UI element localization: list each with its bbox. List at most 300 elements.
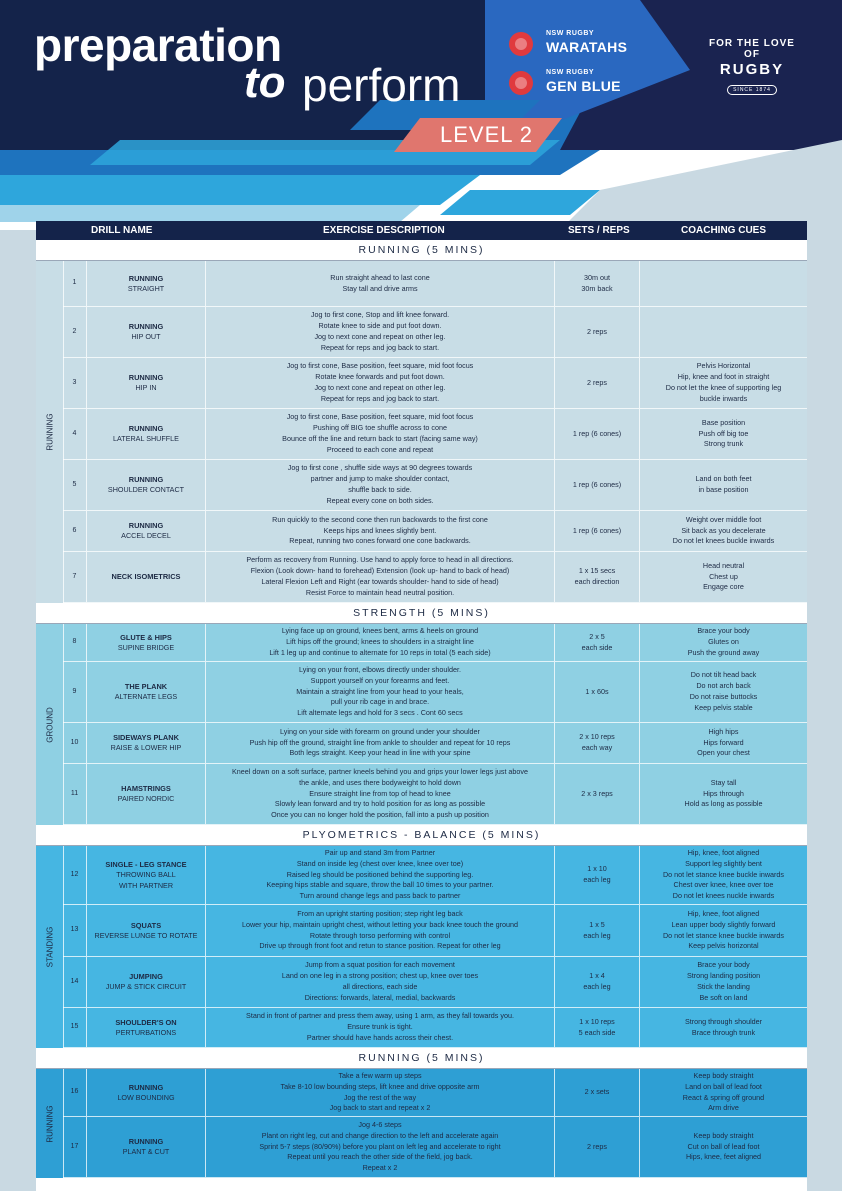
table-row <box>63 1117 807 1178</box>
description-line: the ankle, and uses there bodyweight to hold down <box>299 777 461 787</box>
exercise-description <box>206 307 555 357</box>
drill-number-text: 1 <box>72 279 77 287</box>
exercise-description <box>206 460 555 510</box>
description-line: Land on one leg in a strong position; chest up, knee over toes <box>281 971 479 981</box>
table-sections <box>36 240 807 1178</box>
title-preparation: preparation <box>34 19 282 71</box>
sets-reps-line: each leg <box>583 982 611 991</box>
header-coaching-cues: COACHING CUES <box>681 225 767 236</box>
coaching-cues <box>640 624 807 661</box>
description-line: Run straight ahead to last cone <box>330 272 430 282</box>
coaching-cue-line: Be soft on land <box>699 992 748 1002</box>
group-label <box>36 624 64 825</box>
coaching-cue-line: Lean upper body slightly forward <box>671 919 776 929</box>
drill-name-subtitle: ACCEL DECEL <box>121 531 171 541</box>
description-line: Jog to first cone, Base position, feet square, mid foot focus <box>286 361 474 371</box>
description-line: Kneel down on a soft surface, partner kneels behind you and grips your lower legs just above <box>231 767 529 776</box>
sets-reps <box>555 1117 640 1177</box>
description-line: Lift hips off the ground; knees to shoulders in a straight line <box>286 637 474 647</box>
table-row <box>63 662 807 723</box>
drill-name-title: RUNNING <box>128 521 164 531</box>
coaching-cue-line: Do not tilt head back <box>690 670 757 680</box>
title-to: to <box>244 58 286 107</box>
coaching-cue-line: Sit back as you decelerate <box>681 525 766 535</box>
description-line: Jog back to start and repeat x 2 <box>329 1103 431 1113</box>
drill-number <box>63 723 87 763</box>
drill-name <box>87 358 206 408</box>
coaching-cues <box>640 1008 807 1047</box>
sets-reps <box>555 409 640 459</box>
description-line: Jog to first cone, Stop and lift knee forward. <box>310 310 450 320</box>
drill-name-subtitle: PLANT & CUT <box>122 1147 170 1157</box>
description-line: Keeps hips and knees slightly bent. <box>323 525 437 535</box>
sets-reps-line: 1 rep (6 cones) <box>572 428 622 438</box>
description-line: Sprint 5-7 steps (80/90%) before you plant on left leg and accelerate to right <box>259 1141 501 1151</box>
drill-number <box>63 552 87 602</box>
drill-number <box>63 957 87 1007</box>
drill-name <box>87 957 206 1007</box>
coaching-cue-line: Cut on ball of lead foot <box>687 1141 760 1151</box>
exercise-description <box>206 358 555 408</box>
exercise-description <box>206 846 555 904</box>
sets-reps <box>555 307 640 357</box>
section-group <box>36 1069 807 1178</box>
table-row <box>63 1008 807 1048</box>
sets-reps-line: 1 x 5 <box>589 919 605 929</box>
table-row <box>63 624 807 662</box>
drill-name <box>87 261 206 306</box>
drill-name-title: SHOULDER'S ON <box>115 1017 177 1027</box>
coaching-cue-line: Land on ball of lead foot <box>685 1081 762 1091</box>
drill-name <box>87 460 206 510</box>
drill-name <box>87 511 206 551</box>
section-title: RUNNING (5 MINS) <box>36 240 807 261</box>
description-line: Lying face up on ground, knees bent, arms & heels on ground <box>281 626 479 636</box>
section-group <box>36 261 807 603</box>
drill-name <box>87 307 206 357</box>
table-row <box>63 307 807 358</box>
sets-reps-line: 1 x 60s <box>585 686 609 696</box>
section-group <box>36 624 807 825</box>
coaching-cue-line: Head neutral <box>702 560 745 570</box>
description-line: Maintain a straight line from your head to your heals, <box>296 686 464 696</box>
exercise-description <box>206 1008 555 1047</box>
right-margin-band <box>807 230 842 1191</box>
table-row <box>63 764 807 825</box>
description-line: Repeat until you reach the other side of the field, jog back. <box>287 1152 473 1162</box>
coaching-cues <box>640 1117 807 1177</box>
description-line: Partner should have hands across their chest. <box>306 1032 454 1042</box>
description-line: From an upright starting position; step right leg back <box>297 908 463 918</box>
coaching-cue-line: Strong through shoulder <box>684 1016 763 1026</box>
exercise-description <box>206 723 555 763</box>
description-line: Jog the rest of the way <box>343 1092 417 1102</box>
drill-number-text: 9 <box>72 687 77 695</box>
description-line: Jog to next cone and repeat on other leg. <box>314 383 446 392</box>
coaching-cue-line: High hips <box>708 726 739 736</box>
drill-name <box>87 905 206 956</box>
exercise-description <box>206 624 555 661</box>
drill-name <box>87 1069 206 1116</box>
coaching-cue-line: Engage core <box>703 582 744 592</box>
description-line: Drive up through front foot and retun to stance position. Repeat for other leg <box>259 941 501 951</box>
coaching-cue-line: Land on both feet <box>695 474 752 484</box>
gen-blue-big-text: GEN BLUE <box>546 78 621 94</box>
drill-number-text: 6 <box>72 526 77 534</box>
coaching-cue-line: Do not let stance knee buckle inwards <box>662 869 785 879</box>
description-line: Lateral Flexion Left and Right (ear towards shoulder- hand to side of head) <box>261 577 499 586</box>
sets-reps-line: each direction <box>574 577 620 586</box>
description-line: Perform as recovery from Running. Use hand to apply force to head in all directions. <box>246 555 514 565</box>
coaching-cue-line: Glutes on <box>708 637 739 647</box>
drill-number <box>63 764 87 824</box>
group-label <box>36 261 64 603</box>
section-title: PLYOMETRICS - BALANCE (5 MINS) <box>36 825 807 846</box>
coaching-cue-line: Chest over knee, knee over toe <box>673 880 774 890</box>
drill-number <box>63 358 87 408</box>
sets-reps-line: 2 x sets <box>584 1087 610 1097</box>
waratahs-small-text: NSW RUGBY <box>546 30 595 37</box>
coaching-cues <box>640 307 807 357</box>
coaching-cue-line: Do not arch back <box>696 681 751 691</box>
coaching-cue-line: Hips forward <box>703 737 744 747</box>
drill-name-title: SQUATS <box>130 920 162 930</box>
table-row <box>63 846 807 905</box>
drill-name-subtitle: PAIRED NORDIC <box>117 794 175 804</box>
group-label-text: STANDING <box>45 926 54 968</box>
drill-name <box>87 1117 206 1177</box>
description-line: Slowly lean forward and try to hold position for as long as possible <box>274 799 486 809</box>
drill-name <box>87 1008 206 1047</box>
drill-name-title: JUMPING <box>129 972 163 982</box>
coaching-cue-line: Open your chest <box>697 748 750 758</box>
table-row <box>63 358 807 409</box>
sets-reps-line: each leg <box>583 875 611 884</box>
coaching-cue-line: Hips, knee, feet aligned <box>685 1152 762 1162</box>
drill-number <box>63 261 87 306</box>
coaching-cue-line: in base position <box>698 485 749 494</box>
drill-name-title: RUNNING <box>128 1137 164 1147</box>
drill-number <box>63 511 87 551</box>
description-line: Flexion (Look down- hand to forehead) Extension (look up- hand to back of head) <box>250 566 510 576</box>
drill-name <box>87 624 206 661</box>
section-title: RUNNING (5 MINS) <box>36 1048 807 1069</box>
description-line: Bounce off the line and return back to start (facing same way) <box>282 434 478 443</box>
sets-reps-line: 2 x 5 <box>589 631 605 641</box>
sets-reps <box>555 358 640 408</box>
drill-number-text: 17 <box>70 1142 79 1150</box>
drill-name-subtitle: SUPINE BRIDGE <box>117 642 175 652</box>
coaching-cues <box>640 662 807 722</box>
sets-reps <box>555 1008 640 1047</box>
drill-name-subtitle: SHOULDER CONTACT <box>107 485 185 495</box>
coaching-cue-line: Brace through trunk <box>691 1027 756 1037</box>
table-row <box>63 511 807 552</box>
coaching-cue-line: Strong landing position <box>686 971 761 981</box>
coaching-cue-line: Brace your body <box>697 626 750 636</box>
drill-number-text: 2 <box>72 327 77 335</box>
level-badge: LEVEL 2 <box>440 122 534 147</box>
description-line: Jump from a squat position for each movement <box>305 960 455 970</box>
drill-name-subtitle: LOW BOUNDING <box>117 1092 175 1102</box>
coaching-cue-line: Stay tall <box>710 777 737 787</box>
exercise-description <box>206 511 555 551</box>
coaching-cues <box>640 460 807 510</box>
section-group <box>36 846 807 1048</box>
coaching-cues <box>640 1069 807 1116</box>
drill-number-text: 15 <box>70 1023 79 1031</box>
coaching-cue-line: Pelvis Horizontal <box>696 361 751 371</box>
drill-number <box>63 846 87 904</box>
description-line: Lower your hip, maintain upright chest, without letting your back knee touch the ground <box>241 919 519 929</box>
description-line: Resist Force to maintain head neutral position. <box>305 587 455 597</box>
description-line: Ensure trunk is tight. <box>347 1022 413 1032</box>
sets-reps <box>555 624 640 661</box>
left-margin-band <box>0 230 36 1191</box>
drill-number-text: 7 <box>72 572 77 580</box>
drill-name-subtitle: HIP OUT <box>131 332 161 342</box>
drill-name-title: SIDEWAYS PLANK <box>113 733 179 743</box>
drill-name-subtitle: STRAIGHT <box>127 283 165 293</box>
rugby-logo-line2: RUGBY <box>719 61 785 78</box>
waratah-flower-icon <box>506 69 536 97</box>
drill-name-subtitle: PERTURBATIONS <box>115 1027 177 1037</box>
waratahs-big-text: WARATAHS <box>546 39 628 55</box>
sets-reps-line: 1 rep (6 cones) <box>572 525 622 535</box>
coaching-cues <box>640 261 807 306</box>
coaching-cues <box>640 846 807 904</box>
table-row <box>63 905 807 957</box>
table-row <box>63 957 807 1008</box>
description-line: Repeat, running two cones forward one cone backwards. <box>289 536 471 546</box>
description-line: Jog to first cone , shuffle side ways at 90 degrees towards <box>287 463 473 473</box>
drill-number-text: 12 <box>70 870 79 878</box>
coaching-cue-line: Hip, knee, foot aligned <box>687 848 760 857</box>
description-line: Stand in front of partner and press them away, using 1 arm, as they fall towards you. <box>246 1011 514 1021</box>
description-line: Pair up and stand 3m from Partner <box>324 848 436 857</box>
title-perform: perform <box>302 59 461 111</box>
sets-reps-line: 1 x 10 <box>587 864 607 874</box>
description-line: Stand on inside leg (chest over knee, knee over toe) <box>296 858 464 868</box>
sets-reps <box>555 1069 640 1116</box>
sets-reps-line: 1 x 10 reps <box>579 1016 615 1026</box>
table-row <box>63 261 807 307</box>
coaching-cue-line: Strong trunk <box>703 439 744 449</box>
exercise-description <box>206 409 555 459</box>
coaching-cue-line: Arm drive <box>708 1103 739 1113</box>
group-label-text: GROUND <box>45 706 54 743</box>
sets-reps-line: 2 reps <box>587 1141 607 1151</box>
sets-reps-line: 2 reps <box>587 377 607 387</box>
coaching-cue-line: Chest up <box>709 571 738 581</box>
group-label-text: RUNNING <box>45 413 54 451</box>
drill-table <box>36 221 807 1178</box>
rugby-logo-line1: FOR THE LOVE OF <box>709 38 795 60</box>
description-line: Plant on right leg, cut and change direction to the left and accelerate again <box>261 1130 499 1140</box>
description-line: Jog to next cone and repeat on other leg. <box>314 332 446 341</box>
gen-blue-small-text: NSW RUGBY <box>546 69 595 76</box>
drill-number <box>63 1117 87 1177</box>
drill-name-title: RUNNING <box>128 424 164 434</box>
drill-name-title: RUNNING <box>128 322 164 332</box>
table-row <box>63 723 807 764</box>
description-line: shuffle back to side. <box>348 485 412 494</box>
drill-name <box>87 409 206 459</box>
description-line: Lying on your front, elbows directly under shoulder. <box>299 665 461 674</box>
coaching-cue-line: Support leg slightly bent <box>685 858 762 868</box>
coaching-cue-line: Hips through <box>703 788 744 798</box>
coaching-cue-line: Do not let the knee of supporting leg <box>665 383 782 392</box>
drill-name-title: RUNNING <box>128 1082 164 1092</box>
sets-reps-line: each way <box>581 743 613 752</box>
sets-reps <box>555 723 640 763</box>
drill-number <box>63 409 87 459</box>
coaching-cue-line: Keep body straight <box>693 1130 754 1140</box>
drill-name-title: NECK ISOMETRICS <box>111 572 181 582</box>
drill-name <box>87 723 206 763</box>
table-row <box>63 1069 807 1117</box>
coaching-cue-line: Keep pelvis horizontal <box>688 941 759 951</box>
description-line: Repeat x 2 <box>362 1163 398 1173</box>
coaching-cue-line: Hip, knee and foot in straight <box>677 372 770 382</box>
description-line: Rotate through torso performing with control <box>309 930 451 940</box>
sets-reps-line: 30m back <box>581 283 613 293</box>
section-title: STRENGTH (5 MINS) <box>36 603 807 624</box>
drill-name-subtitle: REVERSE LUNGE TO ROTATE <box>94 930 198 940</box>
for-the-love-of-rugby-logo <box>700 38 804 96</box>
drill-number <box>63 1069 87 1116</box>
coaching-cues <box>640 957 807 1007</box>
sets-reps-line: each side <box>581 642 613 652</box>
description-line: Both legs straight. Keep your head in line with your spine <box>289 748 471 758</box>
rugby-logo-line3: SINCE 1874 <box>727 85 777 95</box>
description-line: Lift alternate legs and hold for 3 secs . Cont 60 secs <box>297 708 463 718</box>
description-line: pull your rib cage in and brace. <box>330 697 430 707</box>
coaching-cue-line: Hold as long as possible <box>684 799 763 809</box>
coaching-cues <box>640 552 807 602</box>
coaching-cue-line: Brace your body <box>697 960 750 970</box>
drill-number-text: 4 <box>72 429 77 437</box>
coaching-cue-line: Stick the landing <box>697 982 750 991</box>
coaching-cue-line: Hip, knee, foot aligned <box>687 908 760 918</box>
drill-name-subtitle: ALTERNATE LEGS <box>114 692 178 702</box>
drill-name-subtitle: HIP IN <box>135 383 157 393</box>
drill-name-subtitle: JUMP & STICK CIRCUIT <box>105 982 187 992</box>
drill-name-title: HAMSTRINGS <box>121 784 171 794</box>
sets-reps-line: 2 x 3 reps <box>581 788 613 798</box>
exercise-description <box>206 905 555 956</box>
coaching-cues <box>640 511 807 551</box>
table-header <box>36 221 807 240</box>
sets-reps <box>555 662 640 722</box>
drill-name-title: RUNNING <box>128 273 164 283</box>
exercise-description <box>206 662 555 722</box>
drill-number-text: 14 <box>70 977 79 985</box>
description-line: Lying on your side with forearm on ground under your shoulder <box>280 726 480 736</box>
sets-reps-line: 1 x 15 secs <box>578 566 616 576</box>
drill-number-text: 8 <box>72 638 77 646</box>
coaching-cues <box>640 358 807 408</box>
exercise-description <box>206 764 555 824</box>
description-line: Raised leg should be positioned behind the supporting leg. <box>286 869 474 879</box>
sets-reps <box>555 846 640 904</box>
sets-reps <box>555 460 640 510</box>
drill-number-text: 3 <box>72 378 77 386</box>
description-line: Stay tall and drive arms <box>342 283 418 293</box>
description-line: Take 8-10 low bounding steps, lift knee and drive opposite arm <box>280 1081 480 1091</box>
description-line: Jog 4-6 steps <box>358 1120 402 1129</box>
description-line: Lift 1 leg up and continue to alternate for 10 reps in total (5 each side) <box>269 647 491 657</box>
drill-number <box>63 1008 87 1047</box>
header-sets-reps: SETS / REPS <box>568 225 630 236</box>
table-row <box>63 460 807 511</box>
drill-name-title: RUNNING <box>128 373 164 383</box>
drill-number-text: 10 <box>70 738 79 746</box>
sets-reps <box>555 957 640 1007</box>
exercise-description <box>206 261 555 306</box>
group-label-text: RUNNING <box>45 1104 54 1143</box>
description-line: Support yourself on your forearms and feet. <box>310 675 450 685</box>
sets-reps <box>555 552 640 602</box>
drill-number-text: 13 <box>70 926 79 934</box>
coaching-cues <box>640 764 807 824</box>
coaching-cue-line: Keep body straight <box>693 1070 754 1080</box>
drill-name-subtitle: RAISE & LOWER HIP <box>110 743 182 753</box>
description-line: Jog to first cone, Base position, feet square, mid foot focus <box>286 412 474 422</box>
sets-reps-line: 2 x 10 reps <box>579 732 615 742</box>
exercise-description <box>206 552 555 602</box>
coaching-cue-line: Do not raise buttocks <box>689 692 758 701</box>
drill-name-subtitle: LATERAL SHUFFLE <box>113 434 179 444</box>
description-line: Push hip off the ground, straight line from ankle to shoulder and repeat for 10 reps <box>249 737 511 747</box>
sets-reps <box>555 261 640 306</box>
drill-number-text: 16 <box>70 1088 79 1096</box>
coaching-cue-line: Do not let knees buckle inwards <box>672 536 775 546</box>
coaching-cue-line: React & spring off ground <box>682 1092 765 1102</box>
description-line: Once you can no longer hold the position, fall into a push up position <box>271 810 489 820</box>
sets-reps-line: 1 rep (6 cones) <box>572 479 622 489</box>
sets-reps-line: 30m out <box>584 272 610 282</box>
exercise-description <box>206 1117 555 1177</box>
description-line: Ensure straight line from top of head to knee <box>309 788 451 798</box>
drill-number <box>63 460 87 510</box>
drill-number <box>63 624 87 661</box>
coaching-cues <box>640 723 807 763</box>
exercise-description <box>206 957 555 1007</box>
drill-name <box>87 846 206 904</box>
drill-name-title: THE PLANK <box>124 682 168 692</box>
sets-reps-line: 5 each side <box>578 1027 616 1037</box>
description-line: Repeat for reps and jog back to start. <box>320 393 440 403</box>
exercise-description <box>206 1069 555 1116</box>
description-line: partner and jump to make shoulder contact, <box>310 474 450 484</box>
table-row <box>63 552 807 603</box>
coaching-cues <box>640 409 807 459</box>
table-row <box>63 409 807 460</box>
description-line: Take a few warm up steps <box>338 1070 422 1080</box>
description-line: Keeping hips stable and square, throw the ball 10 times to your partner. <box>266 880 494 890</box>
drill-name <box>87 552 206 602</box>
sets-reps <box>555 905 640 956</box>
drill-name-subtitle: THROWING BALL <box>116 869 176 879</box>
description-line: Rotate knee forwards and put foot down. <box>315 372 445 382</box>
coaching-cues <box>640 905 807 956</box>
sets-reps-line: each leg <box>583 930 611 940</box>
description-line: Directions: forwards, lateral, medial, backwards <box>304 992 456 1002</box>
coaching-cue-line: buckle inwards <box>699 393 748 403</box>
drill-number <box>63 905 87 956</box>
description-line: Repeat for reps and jog back to start. <box>320 342 440 352</box>
